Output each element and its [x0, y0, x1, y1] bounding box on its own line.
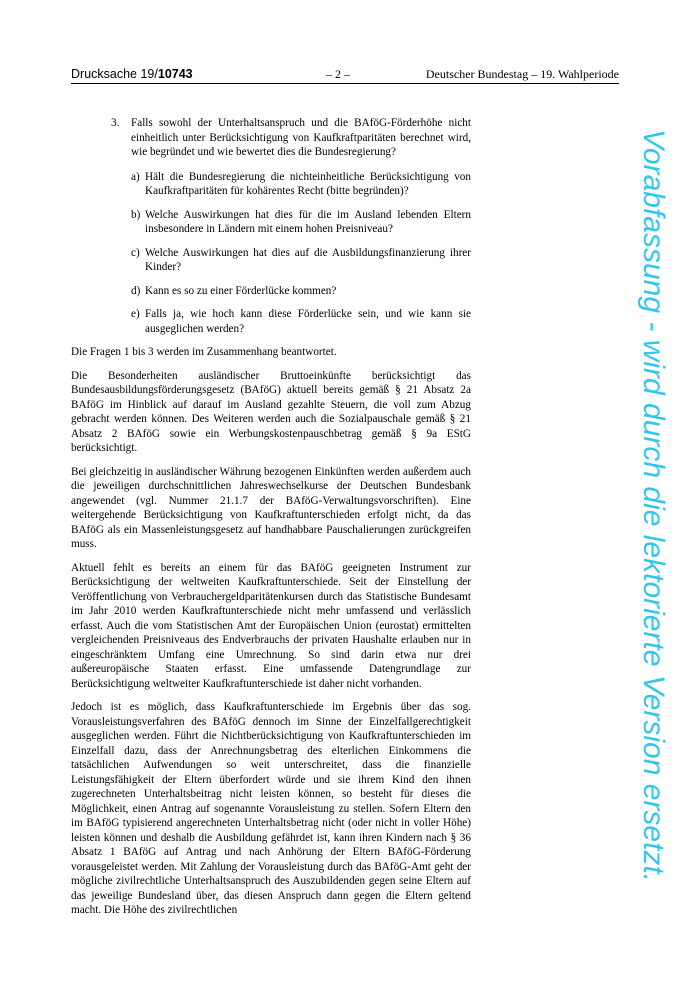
page-number: – 2 –	[326, 67, 350, 81]
sub-question	[131, 284, 471, 299]
sub-question-text: Welche Auswirkungen hat dies für die im Ausland lebenden Eltern insbesondere in Ländern mit einem hohen Preisniveau?	[145, 208, 471, 235]
sub-question-text: Falls ja, wie hoch kann diese Förderlücke sein, und wie kann sie ausgeglichen werden?	[145, 308, 471, 335]
answer-paragraph: Jedoch ist es möglich, dass Kaufkraftunterschiede im Ergebnis über das sog. Vorausleistungsverfahren des BAföG dennoch im Sinne der Einzelfallgerechtigkeit ausgeglichen werden. Führt die Nichtberücksichtigung von Kaufkraftunterschieden im Einzelfall dazu, dass der Anrechnungsbetrag des elterlichen Einkommens die tatsächlichen Aufwendungen so weit unterschreitet, dass die finanzielle Leistungsfähigkeit der Eltern überfordert würde und sie ihrem Kind den ihnen zugerechneten Unterhaltsbeitrag nicht leisten können, so besteht für dieses die Möglichkeit, einen Antrag auf sogenannte Vorausleistung zu stellen. Sofern Eltern den im BAföG typisierend angerechneten Unterhaltsbetrag nicht (oder nicht in voller Höhe) leisten können und deshalb die Ausbildung gefährdet ist, kann ihren Kindern nach § 36 Absatz 1 BAföG auf Antrag und nach Anhörung der Eltern BAföG-Förderung vorausgeleistet werden. Mit Zahlung der Vorausleistung durch das BAföG-Amt geht der mögliche zivilrechtliche Unterhaltsanspruch des Auszubildenden gegen seine Eltern auf das jeweilige Bundesland über, das diesen Anspruch dann gegen die Eltern geltend macht. Die Höhe des zivilrechtlichen	[71, 701, 471, 916]
sub-question-letter: a)	[131, 170, 140, 183]
answer-paragraph: Aktuell fehlt es bereits an einem für das BAföG geeigneten Instrument zur Berücksichtigung der weltweiten Kaufkraftunterschiede. Seit der Einstellung der Veröffentlichung von Verbrauchergeldparitätenkursen durch das Statistische Bundesamt im Jahr 2010 werden Kaufkraftunterschiede nicht mehr umfassend und verlässlich erfasst. Auch die vom Statistischen Amt der Europäischen Union (eurostat) ermittelten vergleichenden Preisniveaus des Endverbrauchs der privaten Haushalte erlauben nur in eingeschränktem Umfang eine Umrechnung. So sind darin etwa nur drei außereuropäische Staaten erfasst. Eine umfassende Datengrundlage zur Berücksichtigung weltweiter Kaufkraftunterschiede ist daher nicht vorhanden.	[71, 561, 471, 690]
sub-question	[131, 307, 471, 336]
sub-question-text: Kann es so zu einer Förderlücke kommen?	[145, 284, 337, 297]
draft-watermark: Vorabfassung - wird durch die lektorierte Version ersetzt.	[637, 129, 670, 883]
answer-paragraph: Bei gleichzeitig in ausländischer Währung bezogenen Einkünften werden außerdem auch die jeweiligen durchschnittlichen Jahreswechselkurse der Deutschen Bundesbank angewendet (vgl. Nummer 21.1.7 der BAföG-Verwaltungsvorschriften). Eine weitergehende Berücksichtigung von Kaufkraftunterschieden erfolgt nicht, da das BAföG als ein Massenleistungsgesetz auf handhabbare Pauschalierungen zurückgreifen muss.	[71, 465, 471, 550]
header-rule	[71, 83, 619, 84]
sub-question-text: Hält die Bundesregierung die nichteinheitliche Berücksichtigung von Kaufkraftparitäten für kohärentes Recht (bitte begründen)?	[145, 170, 471, 197]
institution-period: Deutscher Bundestag – 19. Wahlperiode	[425, 67, 619, 81]
sub-question-text: Welche Auswirkungen hat dies auf die Ausbildungsfinanzierung ihrer Kinder?	[145, 246, 471, 273]
sub-question	[131, 170, 471, 199]
sub-question-letter: e)	[131, 308, 140, 320]
sub-question-letter: c)	[131, 246, 140, 259]
sub-question	[131, 208, 471, 237]
sub-question-letter: b)	[131, 208, 141, 221]
question-text: Falls sowohl der Unterhaltsanspruch und die BAföG-Förderhöhe nicht einheitlich unter Berücksichtigung von Kaufkraftparitäten berechnet wird, wie begründet und wie bewertet dies die Bundesregierung?	[131, 117, 471, 158]
page-header	[71, 66, 619, 82]
answer-paragraph: Die Besonderheiten ausländischer Bruttoeinkünfte berücksichtigt das Bundesausbildungsförderungsgesetz (BAföG) aktuell bereits gemäß § 21 Absatz 2a BAföG im Hinblick auf darauf im Ausland gezahlte Steuern, die voll zum Abzug gebracht werden können. Des Weiteren werden auch die Sozialpauschale gemäß § 21 Absatz 2 BAföG sowie ein Werbungskostenpauschbetrag gemäß § 9a EStG berücksichtigt.	[71, 369, 471, 454]
question-number: 3.	[111, 117, 120, 129]
sub-question	[131, 246, 471, 275]
answer-paragraph: Die Fragen 1 bis 3 werden im Zusammenhang beantwortet.	[71, 346, 337, 358]
document-body	[71, 116, 471, 927]
sub-question-letter: d)	[131, 284, 141, 297]
question-block	[71, 116, 471, 336]
document-number: Drucksache 19/10743	[71, 67, 193, 81]
